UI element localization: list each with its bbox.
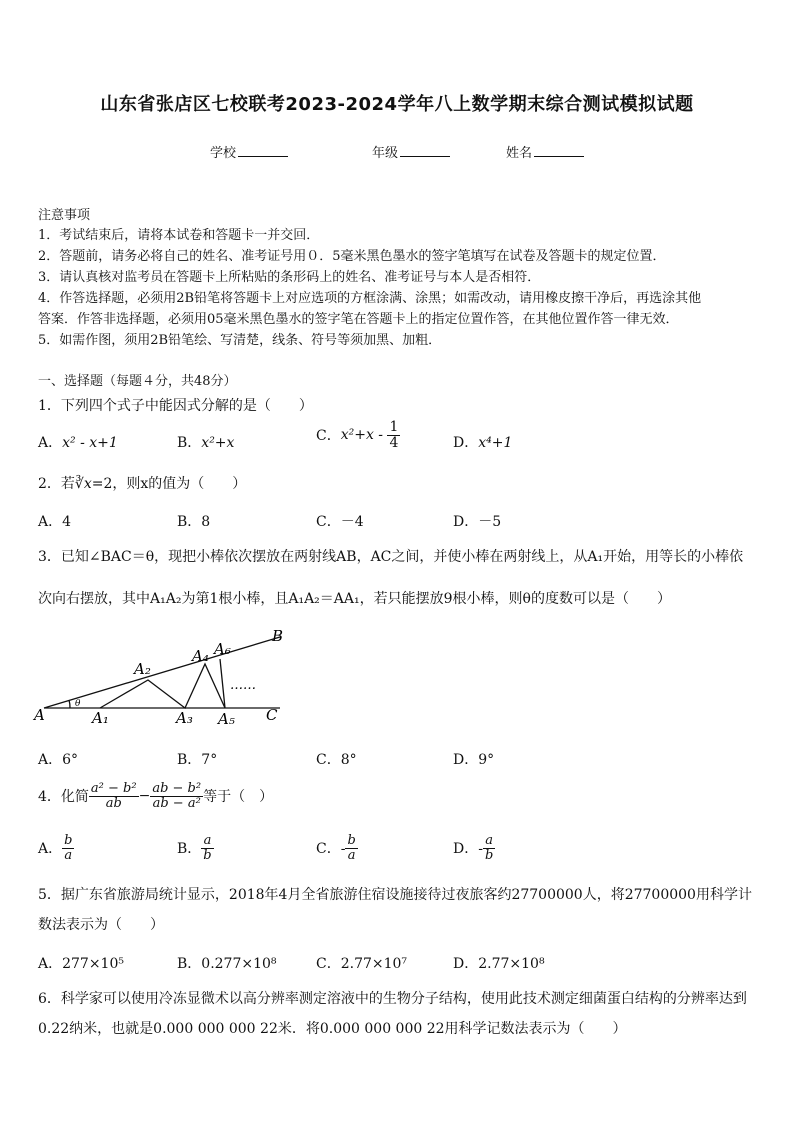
option-text: x⁴+1 (478, 435, 513, 451)
q5-stem-line2: 数法表示为（ ） (38, 917, 164, 933)
fraction-numerator: b (64, 833, 73, 848)
q5-stem-line1: 5．据广东省旅游局统计显示，2018年4月全省旅游住宿设施接待过夜旅客约27700000人，将27700000用科学计 (38, 887, 752, 903)
option-text: x² - x+1 (62, 435, 118, 451)
fraction (150, 782, 203, 810)
q3-option-b[interactable]: B．7° (177, 752, 218, 768)
q1-stem: 1．下列四个式子中能因式分解的是（ ） (38, 398, 313, 414)
school-field (210, 142, 288, 161)
school-label: 学校 (210, 146, 237, 161)
section-heading: 一、选择题（每题４分，共48分） (38, 374, 237, 389)
fraction-denominator: a (64, 847, 73, 863)
q4-option-b[interactable] (177, 834, 214, 862)
fraction-denominator: a (347, 847, 356, 863)
q4-option-c[interactable] (316, 834, 358, 862)
q5-option-d[interactable]: D．2.77×10⁸ (453, 956, 545, 972)
notice-item: 4．作答选择题，必须用2B铅笔将答题卡上对应选项的方框涂满、涂黑；如需改动，请用橡皮擦干净后，再选涂其他 (38, 291, 702, 306)
q2-option-a[interactable]: A．4 (38, 514, 72, 530)
q1-option-c[interactable] (316, 420, 400, 450)
grade-label: 年级 (372, 146, 399, 161)
q5-option-c[interactable]: C．2.77×10⁷ (316, 956, 408, 972)
q2-option-d[interactable]: D．－5 (453, 514, 502, 530)
q3-stem-line1: 3．已知∠BAC＝θ，现把小棒依次摆放在两射线AB，AC之间，并使小棒在两射线上，从A₁开始，用等长的小棒依 (38, 549, 744, 565)
option-label: C．- (316, 841, 346, 858)
fraction-numerator: a² − b² (90, 781, 137, 796)
q3-figure (30, 620, 320, 730)
q1-option-d[interactable] (453, 432, 512, 452)
fraction (345, 834, 357, 862)
minus-sign: − (138, 788, 151, 805)
notice-item: 答案．作答非选择题，必须用05毫米黑色墨水的签字笔在答题卡上的指定位置作答，在其他位置作答一律无效． (38, 312, 679, 327)
fraction-denominator: b (203, 847, 212, 863)
grade-blank[interactable] (400, 144, 450, 157)
fraction (62, 834, 74, 862)
q6-stem-line1: 6．科学家可以使用冷冻显微术以高分辨率测定溶液中的生物分子结构，使用此技术测定细菌蛋白结构的分辨率达到 (38, 991, 747, 1007)
sticks (100, 659, 225, 708)
q4-option-d[interactable] (453, 834, 495, 862)
label-c: C (266, 706, 278, 724)
notice-item: 5．如需作图，须用2B铅笔绘、写清楚，线条、符号等须加黑、加粗． (38, 333, 442, 348)
label-a6: A₆ (214, 640, 231, 658)
label-dots: …… (230, 678, 256, 693)
notice-item: 3．请认真核对监考员在答题卡上所粘贴的条形码上的姓名、准考证号与本人是否相符． (38, 270, 541, 285)
option-label: D． (453, 435, 479, 451)
q2-option-c[interactable]: C．－4 (316, 514, 364, 530)
label-a1: A₁ (92, 709, 109, 727)
fraction-numerator: b (347, 833, 356, 848)
stem-text: 等于（ ） (203, 789, 274, 806)
fraction-denominator: ab − a² (152, 795, 201, 811)
notice-item: 2．答题前，请务必将自己的姓名、准考证号用０．5毫米黑色墨水的签字笔填写在试卷及答题卡的规定位置． (38, 249, 666, 264)
grade-field (372, 142, 450, 161)
fraction-denominator: ab (105, 795, 122, 811)
q2-option-b[interactable]: B．8 (177, 514, 211, 530)
q3-stem-line2: 次向右摆放，其中A₁A₂为第1根小棒，且A₁A₂＝AA₁，若只能摆放9根小棒，则θ的度数可以是（ ） (38, 591, 671, 607)
name-field (506, 142, 584, 161)
q3-option-a[interactable]: A．6° (38, 752, 79, 768)
option-label: B． (177, 841, 202, 858)
q4-stem (38, 782, 273, 810)
option-label: A． (38, 841, 63, 858)
fraction (89, 782, 139, 810)
page-title: 山东省张店区七校联考2023-2024学年八上数学期末综合测试模拟试题 (100, 94, 694, 115)
stem-text: 2．若 (38, 476, 75, 492)
theta-arc (69, 700, 70, 708)
school-blank[interactable] (238, 144, 288, 157)
fraction-numerator: a (483, 834, 495, 849)
option-label: A． (38, 435, 63, 451)
label-a5: A₅ (218, 710, 235, 728)
option-label: D．- (453, 841, 483, 858)
option-label: C． (316, 428, 341, 445)
label-a4: A₄ (192, 647, 209, 665)
label-theta: θ (75, 699, 81, 709)
label-a2: A₂ (134, 660, 151, 678)
fraction-denominator: 4 (389, 434, 399, 451)
notice-item: 1．考试结束后，请将本试卷和答题卡一并交回． (38, 228, 320, 243)
q1-option-a[interactable] (38, 432, 118, 452)
notice-heading: 注意事项 (38, 208, 91, 223)
name-blank[interactable] (534, 144, 584, 157)
fraction-numerator: 1 (389, 419, 399, 435)
stem-text: 4．化简 (38, 789, 89, 806)
fraction (201, 834, 213, 862)
fraction-numerator: a (201, 834, 213, 849)
option-text: x²+x (201, 435, 235, 451)
fraction-numerator: ab − b² (152, 781, 202, 796)
name-label: 姓名 (506, 146, 533, 161)
fraction (387, 420, 400, 450)
fraction (483, 834, 495, 862)
label-a: A (34, 706, 45, 724)
q1-option-b[interactable] (177, 432, 234, 452)
q3-option-d[interactable]: D．9° (453, 752, 495, 768)
stem-text: =2，则x的值为（ ） (91, 476, 247, 492)
fraction-denominator: b (484, 847, 494, 863)
cube-root: ∛x (74, 476, 92, 492)
q2-stem (38, 473, 246, 493)
option-text: x²+x - (340, 427, 388, 444)
q5-option-a[interactable]: A．277×10⁵ (38, 956, 124, 972)
option-label: B． (177, 435, 202, 451)
label-b: B (272, 627, 284, 645)
q4-option-a[interactable] (38, 834, 74, 862)
q6-stem-line2: 0.22纳米，也就是0.000 000 000 22米．将0.000 000 000 22用科学记数法表示为（ ） (38, 1021, 627, 1037)
label-a3: A₃ (176, 709, 193, 727)
q3-option-c[interactable]: C．8° (316, 752, 357, 768)
ray-ab (44, 637, 280, 708)
q5-option-b[interactable]: B．0.277×10⁸ (177, 956, 277, 972)
